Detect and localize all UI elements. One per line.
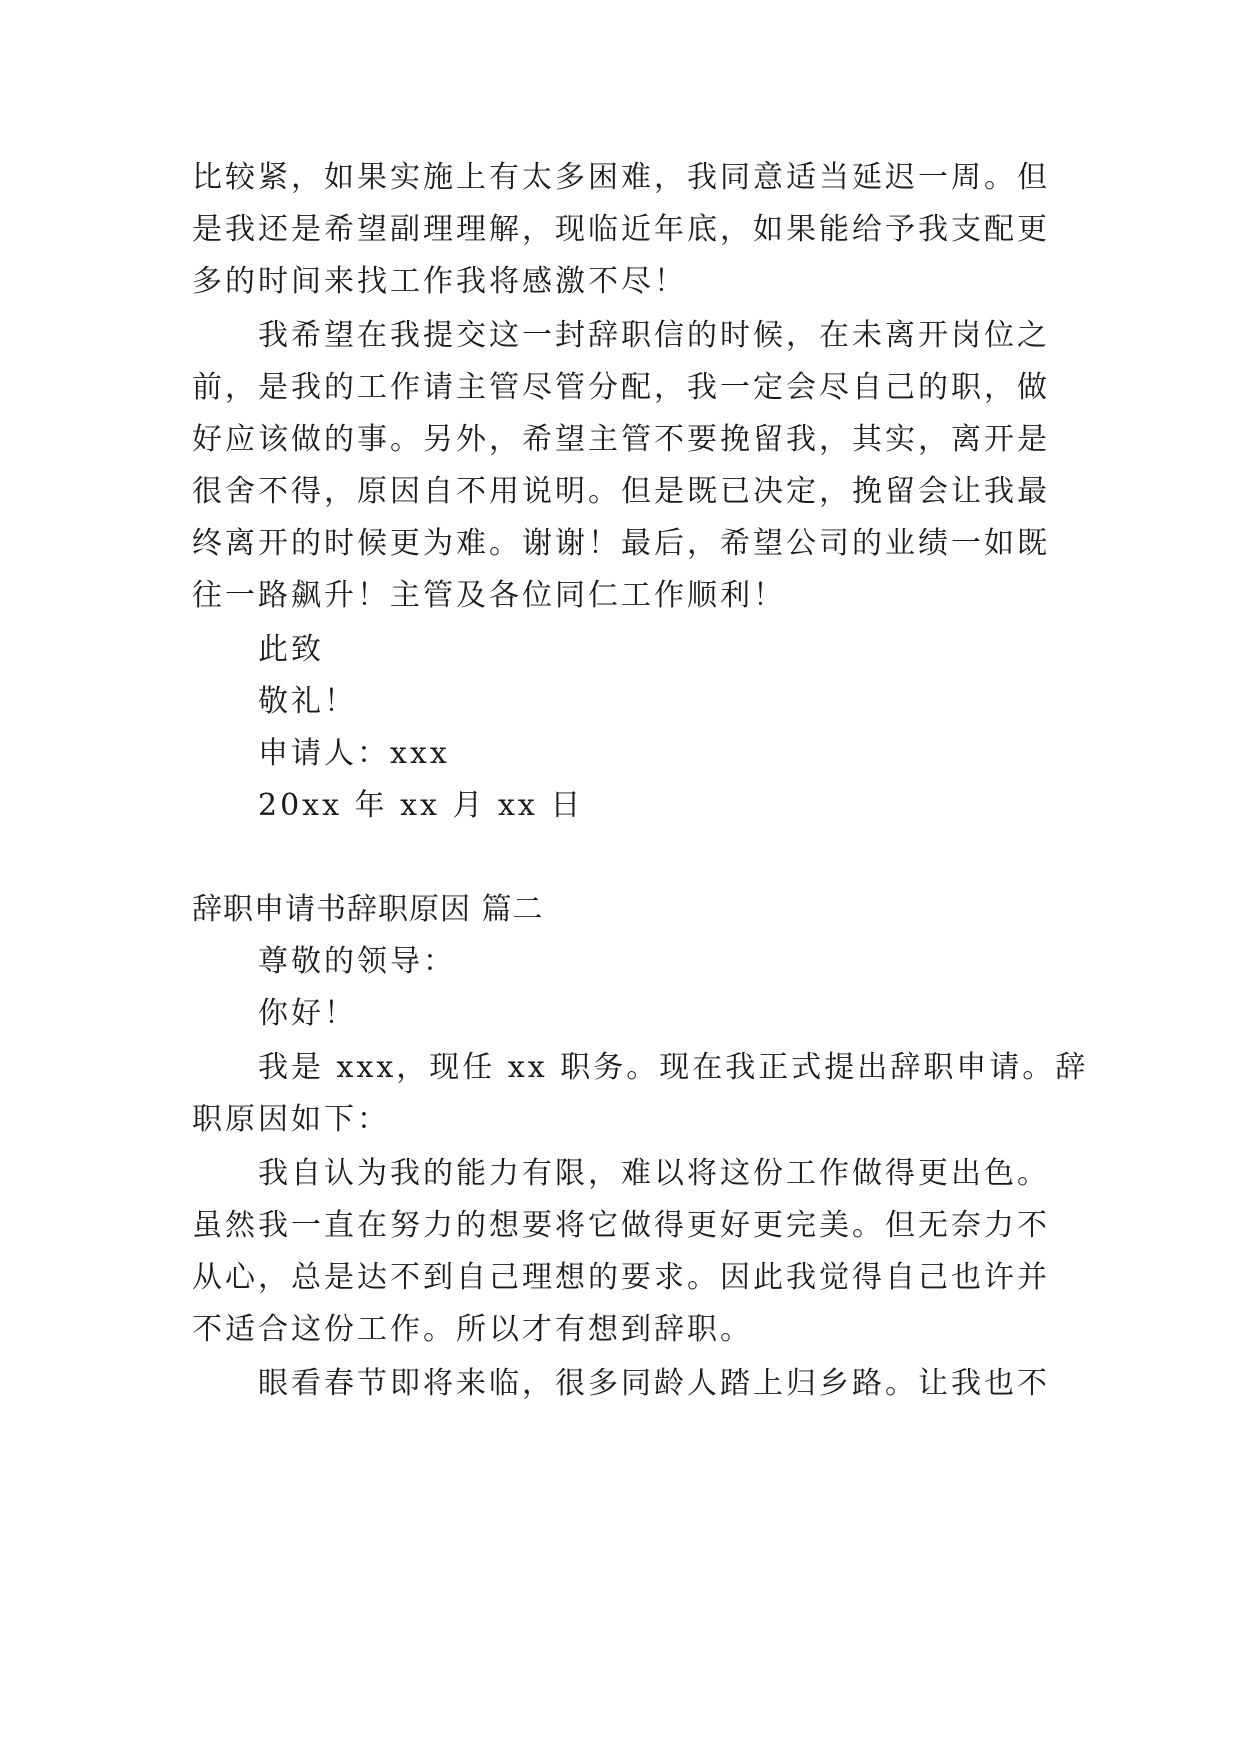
letter-greeting: 尊敬的领导：	[258, 944, 456, 979]
paragraph-line: 我希望在我提交这一封辞职信的时候，在未离开岗位之	[258, 318, 1050, 353]
paragraph-line: 职原因如下：	[192, 1102, 390, 1137]
paragraph-line: 前，是我的工作请主管尽管分配，我一定会尽自己的职，做	[192, 370, 1050, 405]
paragraph-line: 好应该做的事。另外，希望主管不要挽留我，其实，离开是	[192, 422, 1050, 457]
date-line: 20xx 年 xx 月 xx 日	[258, 788, 584, 823]
section-title: 辞职申请书辞职原因 篇二	[192, 892, 544, 927]
paragraph-line: 我是 xxx，现任 xx 职务。现在我正式提出辞职申请。辞	[258, 1050, 1089, 1085]
paragraph-line: 终离开的时候更为难。谢谢！最后，希望公司的业绩一如既	[192, 526, 1050, 561]
paragraph-line: 是我还是希望副理理解，现临近年底，如果能给予我支配更	[192, 212, 1050, 247]
paragraph-line: 眼看春节即将来临，很多同龄人踏上归乡路。让我也不	[258, 1366, 1050, 1401]
closing-respect: 敬礼！	[258, 684, 357, 719]
paragraph-line: 我自认为我的能力有限，难以将这份工作做得更出色。	[258, 1156, 1050, 1191]
letter-hello: 你好！	[258, 996, 357, 1031]
paragraph-line: 不适合这份工作。所以才有想到辞职。	[192, 1312, 753, 1347]
paragraph-line: 往一路飙升！主管及各位同仁工作顺利！	[192, 578, 786, 613]
paragraph-line: 多的时间来找工作我将感激不尽！	[192, 264, 687, 299]
applicant-line: 申请人：xxx	[258, 736, 450, 771]
paragraph-line: 很舍不得，原因自不用说明。但是既已决定，挽留会让我最	[192, 474, 1050, 509]
paragraph-line: 从心，总是达不到自己理想的要求。因此我觉得自己也许并	[192, 1260, 1050, 1295]
paragraph-line: 虽然我一直在努力的想要将它做得更好更完美。但无奈力不	[192, 1208, 1050, 1243]
closing-salutation: 此致	[258, 632, 324, 667]
paragraph-line: 比较紧，如果实施上有太多困难，我同意适当延迟一周。但	[192, 160, 1050, 195]
